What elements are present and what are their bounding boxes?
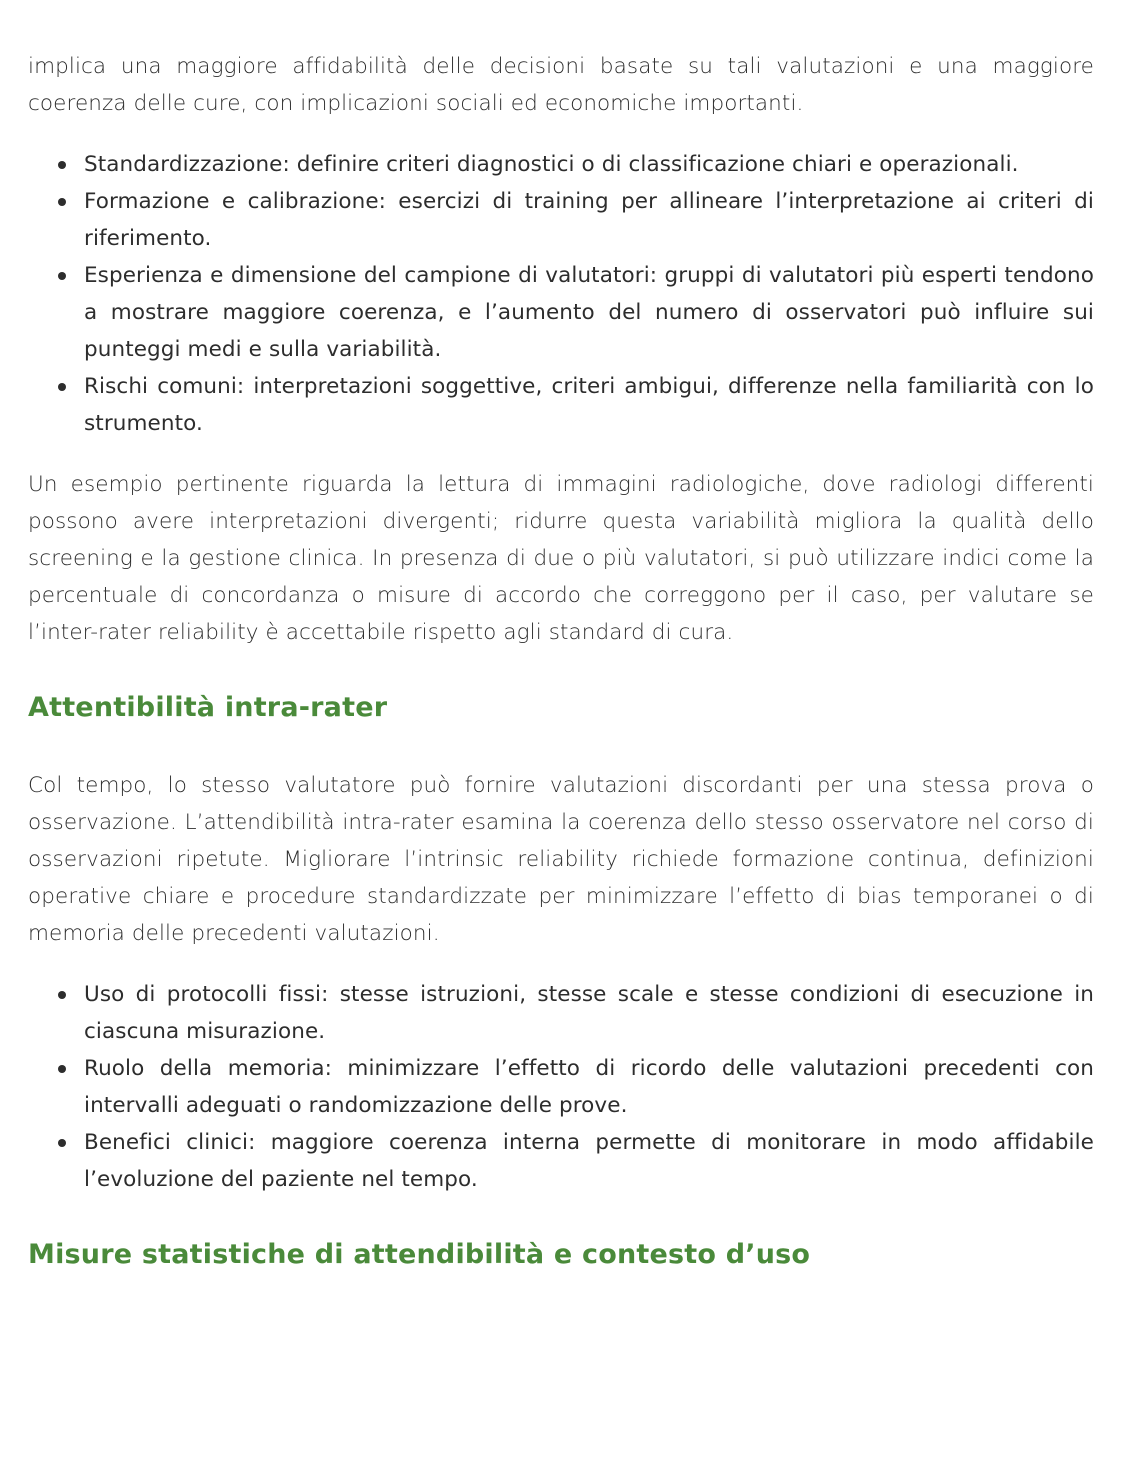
bullet-dot-icon xyxy=(58,198,66,206)
list-item xyxy=(84,257,1094,368)
list-item-text: Esperienza e dimensione del campione di valutatori: gruppi di valutatori più esperti tendono a mostrare maggiore coerenza, e l’aumento del numero di osservatori può influire sui punteggi medi e sulla variabilità. xyxy=(84,263,1094,362)
list-item xyxy=(84,976,1094,1050)
paragraph-intra-rater: Col tempo, lo stesso valutatore può fornire valutazioni discordanti per una stessa prova o osservazione. L’attendibilità intra-rater esamina la coerenza dello stesso osservatore nel corso di osservazioni ripetute. Migliorare l’intrinsic reliability richiede formazione continua, definizioni operative chiare e procedure standardizzate per minimizzare l’effetto di bias temporanei o di memoria delle precedenti valutazioni. xyxy=(28,773,1094,946)
section-heading-statistics: Misure statistiche di attendibilità e contesto d’uso xyxy=(28,1239,811,1270)
bullet-list-intra-rater xyxy=(28,976,1094,1198)
bullet-dot-icon xyxy=(58,383,66,391)
list-item xyxy=(84,183,1094,257)
bullet-dot-icon xyxy=(58,1065,66,1073)
bullet-dot-icon xyxy=(58,1139,66,1147)
bullet-dot-icon xyxy=(58,991,66,999)
list-item xyxy=(84,368,1094,442)
section-heading-intra-rater: Attentibilità intra-rater xyxy=(28,692,388,723)
bullet-list-inter-rater xyxy=(28,146,1094,442)
list-item xyxy=(84,1124,1094,1198)
list-item-text: Rischi comuni: interpretazioni soggettive, criteri ambigui, differenze nella familiarità con lo strumento. xyxy=(84,374,1094,436)
bullet-dot-icon xyxy=(58,161,66,169)
paragraph-intro: implica una maggiore affidabilità delle decisioni basate su tali valutazioni e una maggiore coerenza delle cure, con implicazioni sociali ed economiche importanti. xyxy=(28,54,1094,116)
list-item-text: Ruolo della memoria: minimizzare l’effetto di ricordo delle valutazioni precedenti con intervalli adeguati o randomizzazione delle prove. xyxy=(84,1056,1094,1118)
list-item-text: Standardizzazione: definire criteri diagnostici o di classificazione chiari e operazionali. xyxy=(84,152,1019,177)
list-item xyxy=(84,146,1094,183)
list-item-text: Formazione e calibrazione: esercizi di training per allineare l’interpretazione ai criteri di riferimento. xyxy=(84,189,1094,251)
paragraph-example: Un esempio pertinente riguarda la lettura di immagini radiologiche, dove radiologi differenti possono avere interpretazioni divergenti; ridurre questa variabilità migliora la qualità dello screening e la gestione clinica. In presenza di due o più valutatori, si può utilizzare indici come la percentuale di concordanza o misure di accordo che correggono per il caso, per valutare se l’inter-rater reliability è accettabile rispetto agli standard di cura. xyxy=(28,472,1094,645)
list-item-text: Benefici clinici: maggiore coerenza interna permette di monitorare in modo affidabile l’evoluzione del paziente nel tempo. xyxy=(84,1130,1094,1192)
list-item-text: Uso di protocolli fissi: stesse istruzioni, stesse scale e stesse condizioni di esecuzione in ciascuna misurazione. xyxy=(84,982,1094,1044)
list-item xyxy=(84,1050,1094,1124)
bullet-dot-icon xyxy=(58,272,66,280)
